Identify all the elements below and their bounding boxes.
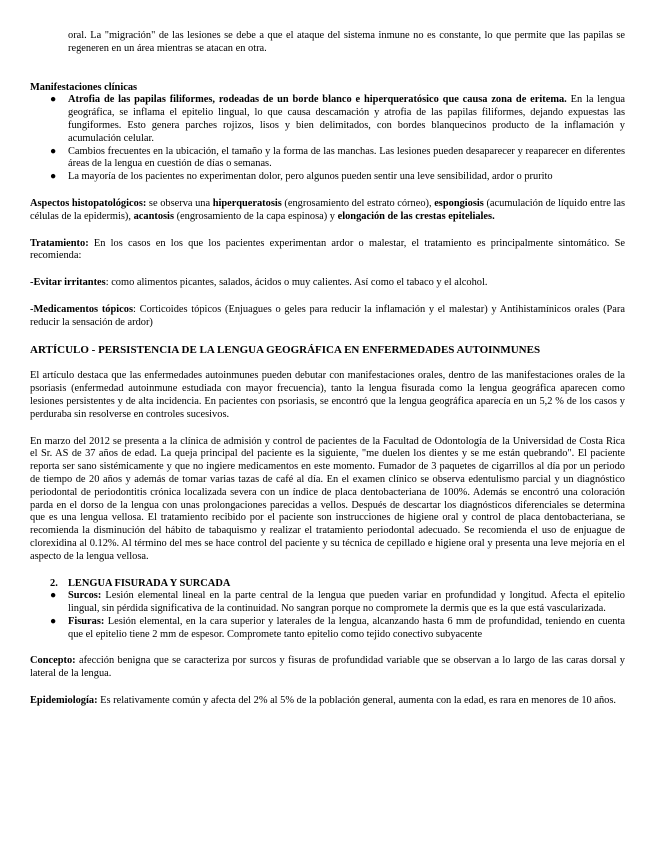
list-item bbox=[30, 171, 625, 184]
section-2-list bbox=[30, 590, 625, 641]
section-2-title: LENGUA FISURADA Y SURCADA bbox=[68, 577, 231, 589]
list-item-text: Lesión elemental lineal en la parte central de la lengua que pueden variar en profundidad y longitud. Afecta el epitelio lingual, sin pérdida significativa de la continuidad. No sangran porque no compromete la dermis que es la que está vascularizada. bbox=[68, 590, 625, 615]
histo-text: (acumulación de líquido entre las células de la epidermis), bbox=[30, 197, 625, 222]
section-2-number: 2. bbox=[50, 577, 58, 589]
medicamentos-label: -Medicamentos tópicos bbox=[30, 303, 134, 315]
list-item-bold: Surcos: bbox=[68, 590, 102, 602]
histo-term: espongiosis bbox=[434, 197, 484, 209]
evitar-label: -Evitar irritantes bbox=[30, 277, 106, 289]
list-item-text: Lesión elemental, en la cara superior y laterales de la lengua, alcanzando hasta 6 mm de profundidad, teniendo en cuenta que el epitelio tiene 2 mm de espesor. Compromete tanto epitelio como tejido conectivo subyacente bbox=[68, 615, 625, 640]
list-item bbox=[30, 616, 625, 642]
tratamiento-paragraph bbox=[30, 238, 625, 264]
histo-label: Aspectos histopatológicos: bbox=[30, 197, 147, 209]
section-2-heading bbox=[30, 578, 625, 591]
histo-term: hiperqueratosis bbox=[212, 197, 282, 209]
list-item-bold: Fisuras: bbox=[68, 615, 105, 627]
epidemiologia-label: Epidemiología: bbox=[30, 695, 98, 707]
medicamentos-paragraph bbox=[30, 304, 625, 330]
tratamiento-text: En los casos en los que los pacientes experimentan ardor o malestar, el tratamiento es principalmente sintomático. Se recomienda: bbox=[30, 237, 625, 262]
medicamentos-text: : Corticoides tópicos (Enjuagues o geles para reducir la inflamación y el malestar) y Antihistamínicos orales (Para reducir la sensación de ardor) bbox=[30, 303, 625, 328]
bullet-icon: ● bbox=[50, 615, 57, 627]
manifestaciones-list bbox=[30, 94, 625, 184]
articulo-paragraph-1: El artículo destaca que las enfermedades autoinmunes pueden debutar con manifestaciones orales, dentro de las manifestaciones orales de la psoriasis (enfermedad autoinmune estudiada con mayor frecuencia), tanto la lengua fisurada como la lengua geográfica aparecen como lesiones persistentes y de alta incidencia. En pacientes con psoriasis, se encontró que la lengua geográfica aparecía en un 5,2 % de los casos y perduraba sin resolverse en controles sucesivos. bbox=[30, 370, 625, 420]
concepto-paragraph bbox=[30, 655, 625, 681]
evitar-paragraph bbox=[30, 277, 625, 290]
intro-continuation: oral. La "migración" de las lesiones se debe a que el ataque del sistema inmune no es constante, lo que permite que las papilas se regeneren en un área mientras se atacan en otra. bbox=[68, 30, 625, 54]
manifestaciones-section bbox=[30, 82, 625, 184]
manifestaciones-title: Manifestaciones clínicas bbox=[30, 81, 138, 93]
list-item bbox=[30, 94, 625, 145]
epidemiologia-paragraph bbox=[30, 695, 625, 708]
articulo-title: ARTÍCULO - PERSISTENCIA DE LA LENGUA GEOGRÁFICA EN ENFERMEDADES AUTOINMUNES bbox=[30, 343, 541, 356]
bullet-icon: ● bbox=[50, 171, 57, 183]
tratamiento-label: Tratamiento: bbox=[30, 237, 89, 249]
list-item-text: La mayoría de los pacientes no experimentan dolor, pero algunos pueden sentir una leve sensibilidad, ardor o prurito bbox=[68, 171, 553, 183]
list-item bbox=[30, 590, 625, 616]
epidemiologia-text: Es relativamente común y afecta del 2% al 5% de la población general, aumenta con la edad, es rara en menores de 10 años. bbox=[97, 695, 616, 707]
concepto-text: afección benigna que se caracteriza por surcos y fisuras de profundidad variable que se observan a lo largo de las caras dorsal y lateral de la lengua. bbox=[30, 655, 625, 680]
bullet-icon: ● bbox=[50, 145, 57, 157]
histopatologia-paragraph bbox=[30, 198, 625, 224]
histo-term: acantosis bbox=[133, 210, 174, 222]
list-item-text: Cambios frecuentes en la ubicación, el tamaño y la forma de las manchas. Las lesiones pueden desaparecer y reaparecer en diferentes áreas de la lengua en cuestión de días o semanas. bbox=[68, 145, 625, 170]
list-item bbox=[30, 146, 625, 172]
document-page bbox=[30, 30, 625, 708]
bullet-icon: ● bbox=[50, 590, 57, 602]
concepto-label: Concepto: bbox=[30, 655, 76, 667]
list-item-bold: Atrofia de las papilas filiformes, rodeadas de un borde blanco e hiperqueratósico que causa zona de eritema. bbox=[68, 94, 567, 106]
histo-term: elongación de las crestas epiteliales. bbox=[337, 210, 495, 222]
histo-text: (engrosamiento del estrato córneo), bbox=[281, 197, 435, 209]
articulo-paragraph-2: En marzo del 2012 se presenta a la clínica de admisión y control de pacientes de la Facultad de Odontología de la Universidad de Costa Rica el Sr. AS de 37 años de edad. La queja principal del paciente es la siguiente, "me duelen los dientes y se me están quebrando". El paciente reporta ser sano sistémicamente y que no ingiere medicamentos en este momento. Fumador de 3 paquetes de cigarrillos al día por un periodo de tiempo de 20 años y además de tomar varias tazas de café al día. En el examen clínico se observa edentulismo parcial y un diagnóstico periodontal de periodontitis crónica localizada severa con un índice de placa dentobacteriana de 100%. Además se encontró una coloración parda en el dorso de la lengua con unas prolongaciones parecidas a vellos. Después de descartar los diagnósticos diferenciales se determina que es una lengua vellosa. El tratamiento recibido por el paciente son instrucciones de higiene oral y control de placa dentobacteriana, se recomienda la disminución del hábito de tabaquismo y realizar el tratamiento periodontal adecuado. Se recomienda el uso de enjuague de clorexidina al 0.12%. Al término del mes se hace control del paciente y su técnica de cepillado e higiene oral y presenta una leve mejoría en el aspecto de la lengua vellosa. bbox=[30, 435, 625, 562]
bullet-icon: ● bbox=[50, 94, 57, 106]
list-item-text: En la lengua geográfica, se inflama el epitelio lingual, lo que causa descamación y atrofia de las papilas filiformes, dejando expuestas las fungiformes. Esto genera parches rojizos, lisos y bien delimitados, con bordes blanquecinos producto de la inflamación y acumulación celular. bbox=[68, 94, 625, 144]
evitar-text: : como alimentos picantes, salados, ácidos o muy calientes. Así como el tabaco y el alcohol. bbox=[105, 277, 488, 289]
histo-text: se observa una bbox=[146, 197, 213, 209]
histo-text: (engrosamiento de la capa espinosa) y bbox=[174, 210, 338, 222]
